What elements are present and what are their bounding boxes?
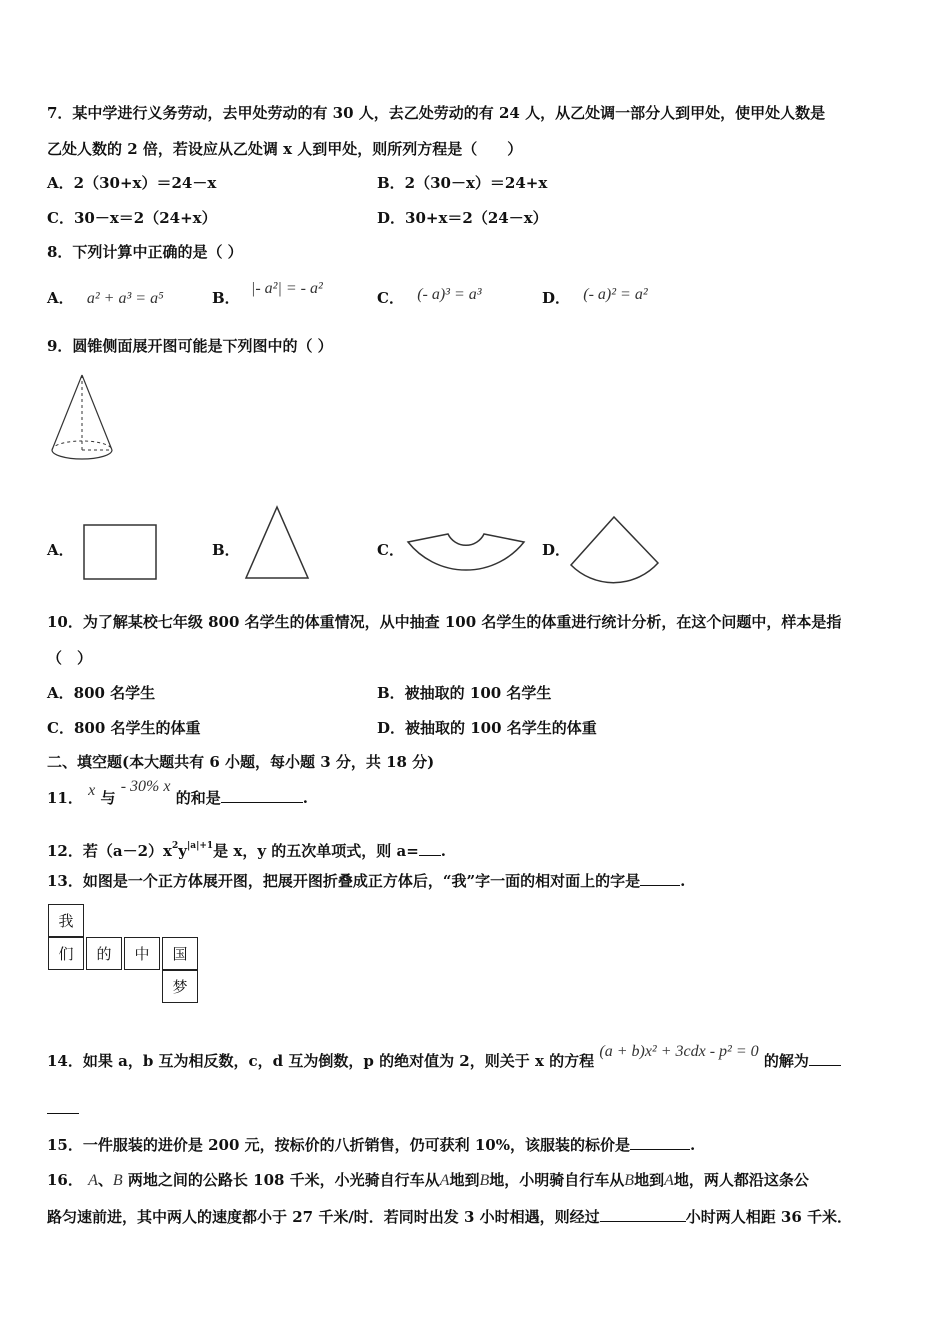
q7-option-b: B．2（30－x）＝24+x	[377, 174, 548, 192]
q14-answer-blank-a[interactable]	[809, 1051, 841, 1066]
q8-option-c	[377, 288, 482, 309]
q7-option-a: A．2（30+x）＝24－x	[47, 174, 217, 192]
q9-option-b-triangle	[242, 504, 312, 584]
q16-b-3: B	[624, 1172, 635, 1189]
q10-option-c: C．800 名学生的体重	[47, 719, 201, 737]
q14-expr: (a + b)x² + 3cdx - p² = 0	[599, 1043, 759, 1060]
q14-answer-blank-b[interactable]	[47, 1099, 79, 1114]
q8-option-d	[542, 288, 648, 309]
q8-option-d-expr: (- a)² = a²	[583, 286, 648, 303]
q11-tail: 的和是	[175, 789, 221, 807]
q8-stem: 8．下列计算中正确的是（ ）	[47, 243, 243, 261]
q8-option-b-expr: |- a²| = - a²	[250, 280, 323, 297]
q12-mid: y	[178, 842, 187, 860]
cube-face-de: 的	[86, 937, 122, 970]
q8-option-b	[212, 280, 323, 309]
q16-t1: 两地之间的公路长 108 千米，小光骑自行车从	[127, 1171, 440, 1189]
q15	[47, 1135, 695, 1155]
q16-t2: 地到	[449, 1171, 480, 1189]
q16-number: 16．	[47, 1171, 83, 1189]
q13	[47, 871, 685, 891]
q14-continued	[47, 1099, 79, 1119]
q16-line1	[47, 1170, 809, 1191]
q12-answer-blank[interactable]	[419, 841, 441, 856]
q9-option-d-sector	[568, 513, 664, 585]
q10-option-d: D．被抽取的 100 名学生的体重	[377, 719, 597, 737]
q8-option-a-label: A．	[47, 289, 74, 307]
q9-option-a-label: A．	[47, 541, 74, 559]
q10-stem-line2: （ ）	[47, 649, 93, 667]
q16-t5: 地，两人都沿这条公	[673, 1171, 809, 1189]
cube-face-meng: 梦	[162, 970, 198, 1003]
q16-t4: 地到	[634, 1171, 665, 1189]
q15-text: 15．一件服装的进价是 200 元，按标价的八折销售，仍可获利 10%，该服装的标价是	[47, 1136, 630, 1154]
q15-answer-blank[interactable]	[630, 1135, 690, 1150]
q9-option-c-annular-sector	[404, 528, 528, 590]
q12-head: 12．若（a－2）x	[47, 842, 172, 860]
q8-option-c-expr: (- a)³ = a³	[417, 286, 482, 303]
q12-end: .	[440, 842, 447, 860]
q7-option-d: D．30+x＝2（24－x）	[377, 209, 548, 227]
q16-line2a: 路匀速前进，其中两人的速度都小于 27 千米/时．若同时出发 3 小时相遇，则经过	[47, 1208, 600, 1226]
q9-stem: 9．圆锥侧面展开图可能是下列图中的（ ）	[47, 337, 333, 355]
q7-stem-line2: 乙处人数的 2 倍，若设应从乙处调 x 人到甲处，则所列方程是（ ）	[47, 140, 523, 158]
q11-x: x	[88, 782, 96, 799]
q11	[47, 778, 308, 809]
cube-net	[48, 904, 204, 1006]
q11-end: .	[302, 789, 308, 807]
q7-option-c: C．30－x＝2（24+x）	[47, 209, 217, 227]
q16-t3: 地，小明骑自行车从	[489, 1171, 625, 1189]
q16-point-a: A	[88, 1172, 98, 1189]
q12-exp2: |a|+1	[186, 841, 214, 851]
q12	[47, 836, 446, 861]
q8-option-b-label: B．	[212, 289, 240, 307]
q10-stem-line1: 10．为了解某校七年级 800 名学生的体重情况，从中抽查 100 名学生的体重进行统计分析，在这个问题中，样本是指	[47, 613, 842, 631]
q13-end: .	[680, 872, 686, 890]
q16-line2	[47, 1207, 852, 1227]
q9-option-d-label: D．	[542, 541, 571, 559]
q14-tail: 的解为	[763, 1052, 809, 1070]
q8-option-a-expr: a² + a³ = a⁵	[86, 290, 164, 307]
q8-option-d-label: D．	[542, 289, 571, 307]
section-heading: 二、填空题(本大题共有 6 小题，每小题 3 分，共 18 分)	[47, 753, 435, 771]
q9-option-b-label: B．	[212, 541, 240, 559]
q11-answer-blank[interactable]	[221, 788, 303, 803]
q11-with: 与	[100, 789, 116, 807]
q16-sep: 、	[97, 1171, 113, 1189]
q8-option-c-label: C．	[377, 289, 404, 307]
q10-option-b: B．被抽取的 100 名学生	[377, 684, 552, 702]
q16-a-3: A	[664, 1172, 674, 1189]
q16-answer-blank[interactable]	[600, 1207, 686, 1222]
cube-face-zhong: 中	[124, 937, 160, 970]
q11-number: 11．	[47, 789, 83, 807]
q9-option-a-rectangle	[82, 523, 160, 583]
q7-stem-line1: 7．某中学进行义务劳动，去甲处劳动的有 30 人，去乙处劳动的有 24 人，从乙处调一部分人到甲处，使甲处人数是	[47, 104, 826, 122]
q9-option-c-label: C．	[377, 541, 404, 559]
q13-answer-blank[interactable]	[640, 871, 680, 886]
q12-tail: 是 x，y 的五次单项式，则 a=	[213, 842, 419, 860]
cube-face-guo: 国	[162, 937, 198, 970]
q16-point-b: B	[112, 1172, 123, 1189]
q16-a-2: A	[439, 1172, 450, 1189]
q14	[47, 1043, 841, 1072]
q16-line2b: 小时两人相距 36 千米．	[685, 1208, 853, 1226]
q14-text: 14．如果 a，b 互为相反数，c，d 互为倒数，p 的绝对值为 2，则关于 x 的方程	[47, 1052, 595, 1070]
q12-exp1: 2	[171, 841, 179, 851]
q10-option-a: A．800 名学生	[47, 684, 156, 702]
cube-face-wo: 我	[48, 904, 84, 937]
q8-option-a	[47, 288, 164, 309]
q13-text: 13．如图是一个正方体展开图，把展开图折叠成正方体后，“我”字一面的相对面上的字是	[47, 872, 641, 890]
q16-b-2: B	[479, 1172, 490, 1189]
cone-figure	[48, 372, 128, 468]
q11-expr: - 30% x	[120, 778, 171, 795]
q15-end: .	[689, 1136, 696, 1154]
cube-face-men: 们	[48, 937, 84, 970]
